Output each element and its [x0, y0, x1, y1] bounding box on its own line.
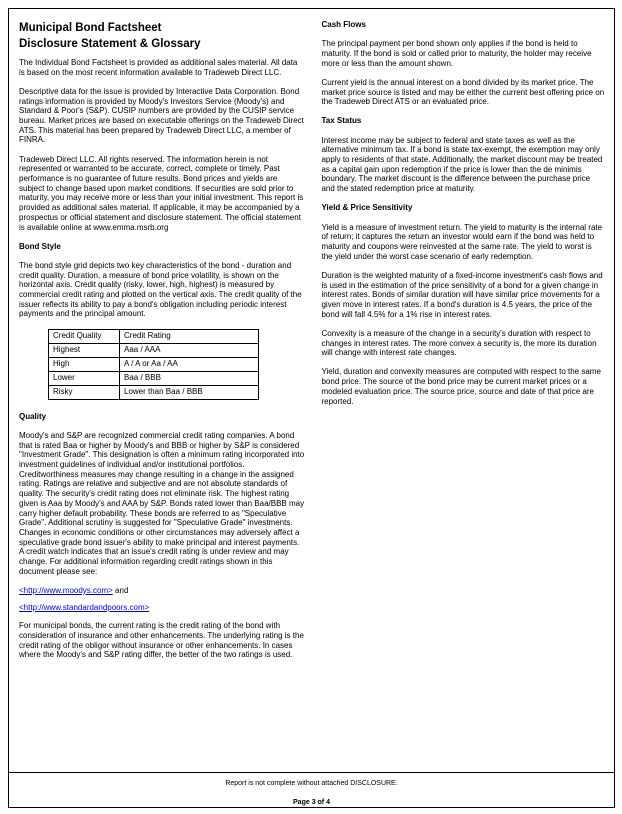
yield-paragraph-3: Convexity is a measure of the change in a security's duration with respect to changes in interest rates. The more convex a security is, the more its duration will change with interest rate changes.	[321, 328, 597, 358]
table-cell: Aaa / AAA	[120, 343, 259, 357]
cash-flows-paragraph-1: The principal payment per bond shown only applies if the bond is held to maturity. If the bond is sold or called prior to maturity, the holder may receive more or less than the amount shown.	[321, 39, 592, 68]
page-title	[19, 20, 304, 52]
document-page	[8, 8, 615, 808]
page-title-line1: Municipal Bond Factsheet	[19, 22, 162, 34]
table-cell: A / A or Aa / AA	[120, 357, 259, 371]
credit-rating-table	[48, 329, 259, 400]
yield-paragraph-1: Yield is a measure of investment return. The yield to maturity is the internal rate of return; it captures the return an investor would earn if the bond was held to maturity and coupons were reinvested at the same rate. The yield to worst is the yield under the worst case scenario of early redemption.	[321, 222, 603, 261]
section-heading-tax-status: Tax Status	[321, 116, 362, 126]
tax-status-paragraph: Interest income may be subject to federal and state taxes as well as the alternative minimum tax. If a bond is state tax-exempt, the exemption may only apply to residents of that state. Additionally, the market discount may be treated as a capital gain upon redemption if the price is lower than the de minimis boundary. The market discount is the difference between the purchase price and the stated redemption price at maturity.	[321, 135, 603, 194]
intro-paragraph-1: The Individual Bond Factsheet is provided as additional sales material. All data is based on the most recent information available to Tradeweb Direct LLC.	[19, 58, 298, 77]
standardandpoors-link[interactable]: <http://www.standardandpoors.com>	[19, 602, 150, 612]
table-row	[49, 371, 259, 385]
table-header-credit-quality: Credit Quality	[49, 329, 120, 343]
section-heading-bond-style: Bond Style	[19, 241, 61, 251]
cash-flows-paragraph-2: Current yield is the annual interest on a bond divided by its market price. The market price source is listed and may be either the current best offering price on the Tradeweb Direct ATS or an evaluated price.	[321, 77, 605, 107]
table-row	[49, 385, 259, 399]
table-row	[49, 357, 259, 371]
table-row	[49, 343, 259, 357]
table-header-row	[49, 329, 259, 343]
table-cell: Highest	[49, 343, 120, 357]
quality-paragraph-1: Moody's and S&P are recognized commercial credit rating companies. A bond that is rated Baa or higher by Moody's and BBB or higher by S&P is considered "Investment Grade". This designation is often a minimum rating incorporated into investment guidelines of individual and/or institutional portfolios. Creditworthiness measures may change resulting in a change in the assigned rating. Ratings are relative and subjective and are not absolute standards of quality. The security's credit rating does not eliminate risk. The highest rating given is Aaa by Moody's and AAA by S&P. Bonds rated lower than Baa/BBB may carry higher default probability. These bonds are referred to as "Speculative Grade". Additional scrutiny is suggested for "Speculative Grade" investments. Changes in economic conditions or other circumstances may adversely affect a speculative grade bond issuer's ability to make principal and interest payments. A credit watch indicates that an issue's credit rating is under review and may change. For additional information regarding credit ratings shown in this document please see:	[19, 430, 305, 576]
page-title-line2: Disclosure Statement & Glossary	[19, 38, 201, 50]
section-heading-yield-price-sensitivity: Yield & Price Sensitivity	[321, 203, 413, 213]
right-column	[321, 20, 605, 772]
link-line-standardandpoors	[19, 603, 304, 613]
table-cell: Lower	[49, 371, 120, 385]
table-cell: High	[49, 357, 120, 371]
section-heading-quality: Quality	[19, 411, 47, 421]
quality-paragraph-2: For municipal bonds, the current rating is the credit rating of the bond with consideration of insurance and other enhancements. The underlying rating is the credit rating of the obligor without insurance or other enhancements. In cases where the Moody's and S&P rating differ, the better of the two ratings is used.	[19, 621, 304, 660]
document-content	[9, 9, 614, 772]
page-footer	[9, 772, 614, 807]
moodys-link[interactable]: <http://www.moodys.com>	[19, 585, 113, 595]
intro-paragraph-2: Descriptive data for the issue is provided by Interactive Data Corporation. Bond ratings information is provided by Moody's Investors Service (Moody's) and Standard & Poor's (S&P). CUSIP numbers are provided by the CUSIP service bureau. Market prices are based on executable offerings on the Tradeweb Direct ATS. This material has been prepared by Tradeweb Direct LLC, a member of FINRA.	[19, 86, 304, 145]
table-cell: Lower than Baa / BBB	[120, 385, 259, 399]
left-column	[19, 20, 304, 772]
link-joiner-text: and	[112, 585, 129, 595]
footer-disclosure-note: Report is not complete without attached DISCLOSURE.	[225, 780, 398, 787]
yield-paragraph-4: Yield, duration and convexity measures are computed with respect to the same bond price. The source of the bond price may be current market prices or a modeled evaluation price. The source price, source and date of that price are reported.	[321, 367, 601, 406]
link-line-moodys	[19, 586, 304, 596]
table-cell: Risky	[49, 385, 120, 399]
table-header-credit-rating: Credit Rating	[120, 329, 259, 343]
yield-paragraph-2: Duration is the weighted maturity of a fixed-income investment's cash flows and is used in the estimation of the price sensitivity of a bond for a given change in interest rates. Bonds of similar duration will have similar price movements for a given move in interest rates. If a bond's duration is 4.5 years, the price of the bond will fall 4.5% for a 1% rise in interest rates.	[321, 270, 603, 319]
footer-page-number: Page 3 of 4	[293, 799, 330, 806]
section-heading-cash-flows: Cash Flows	[321, 20, 366, 29]
table-cell: Baa / BBB	[120, 371, 259, 385]
bond-style-paragraph: The bond style grid depicts two key characteristics of the bond - duration and credit quality. Duration, a measure of bond price volatility, is shown on the horizontal axis. Credit quality (risky, lower, high, highest) is measured by commercial credit rating and plotted on the vertical axis. The credit quality of the issuer reflects its ability to pay a bond's obligation including periodic interest payments and the principal amount.	[19, 260, 302, 319]
intro-paragraph-3: Tradeweb Direct LLC. All rights reserved. The information herein is not represented or warranted to be accurate, correct, complete or timely. Past performance is no guarantee of future results. Bond prices and yields are subject to change based upon market conditions. If securities are sold prior to maturity, you may receive more or less than your initial investment. This report is provided as additional sales material. If applicable, it may be accompanied by a prospectus or official statement and disclosure statement. The official statement is available online at www.emma.msrb.org	[19, 154, 304, 232]
